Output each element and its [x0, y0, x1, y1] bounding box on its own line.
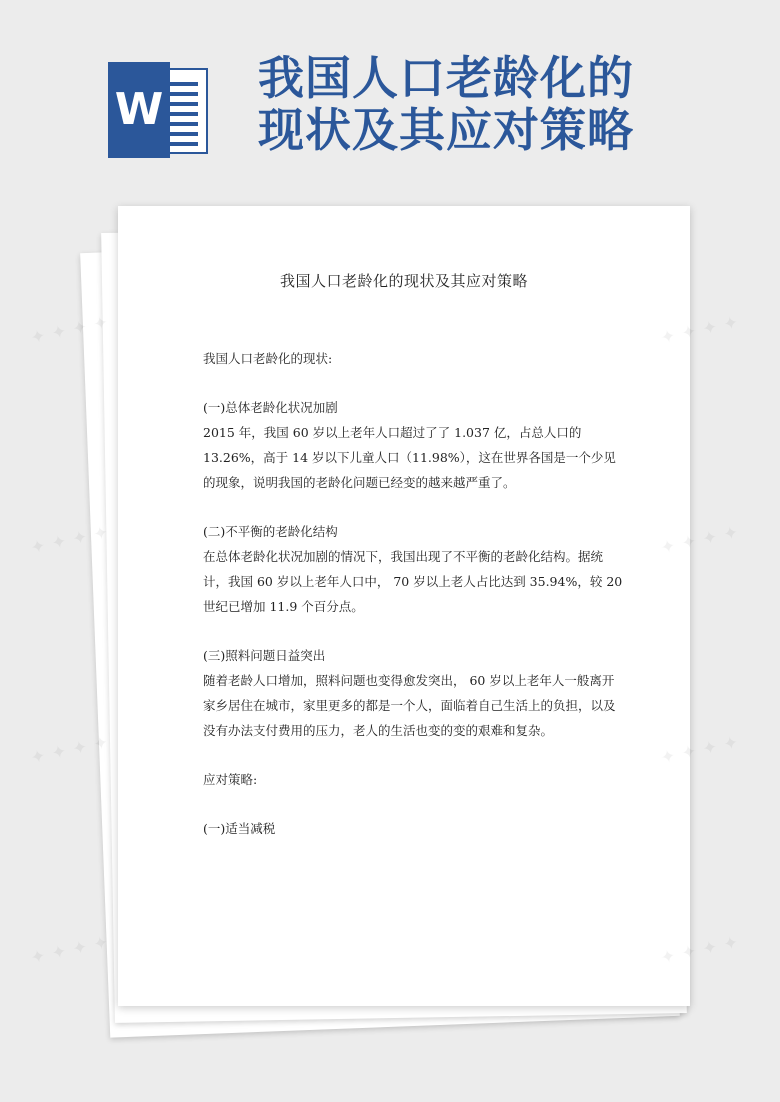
section-heading-status: 我国人口老龄化的现状:	[203, 351, 333, 366]
watermark-mark: ✦ ✦ ✦ ✦	[658, 312, 741, 349]
watermark-mark: ✦ ✦ ✦ ✦	[28, 732, 111, 769]
subheading-care-problem: (三)照料问题日益突出	[203, 648, 326, 663]
banner-title	[258, 52, 678, 156]
document-page	[118, 206, 690, 1006]
watermark-mark: ✦ ✦ ✦ ✦	[658, 932, 741, 969]
subheading-overall-aging: (一)总体老龄化状况加剧	[203, 400, 338, 415]
word-document-icon	[108, 62, 210, 158]
banner-header	[0, 0, 780, 200]
subheading-unbalanced-structure: (二)不平衡的老龄化结构	[203, 524, 338, 539]
word-w-badge: W	[108, 62, 170, 158]
paragraph-care-problem: 随着老龄人口增加，照料问题也变得愈发突出， 60 岁以上老年人一般离开家乡居住在城市，家里更多的都是一个人，面临着自己生活上的负担，以及没有办法支付费用的压力，老人的生活也变的变的艰难和复杂。	[203, 673, 616, 738]
section-heading-strategies: 应对策略:	[203, 772, 258, 787]
subheading-tax-reduction: (一)适当减税	[203, 821, 276, 836]
paragraph-overall-aging: 2015 年，我国 60 岁以上老年人口超过了了 1.037 亿，占总人口的 13.26%，高于 14 岁以下儿童人口（11.98%），这在世界各国是一个少见的现象，说明我国的老龄化问题已经变的越来越严重了。	[203, 425, 616, 490]
document-title: 我国人口老龄化的现状及其应对策略	[279, 272, 528, 290]
watermark-mark: ✦ ✦ ✦ ✦	[658, 732, 741, 769]
watermark-mark: ✦ ✦ ✦ ✦	[28, 932, 111, 969]
watermark-mark: ✦ ✦ ✦ ✦	[28, 522, 111, 559]
watermark-mark: ✦ ✦ ✦ ✦	[658, 522, 741, 559]
banner-title-line-2: 现状及其应对策略	[258, 103, 634, 157]
banner-title-line-1: 我国人口老龄化的	[258, 51, 634, 105]
paragraph-unbalanced-structure: 在总体老龄化状况加剧的情况下，我国出现了不平衡的老龄化结构。据统计，我国 60 岁以上老年人口中， 70 岁以上老人占比达到 35.94%，较 20 世纪已增加 11.9 个百分点。	[203, 549, 623, 614]
document-body	[203, 346, 623, 841]
watermark-mark: ✦ ✦ ✦ ✦	[28, 312, 111, 349]
